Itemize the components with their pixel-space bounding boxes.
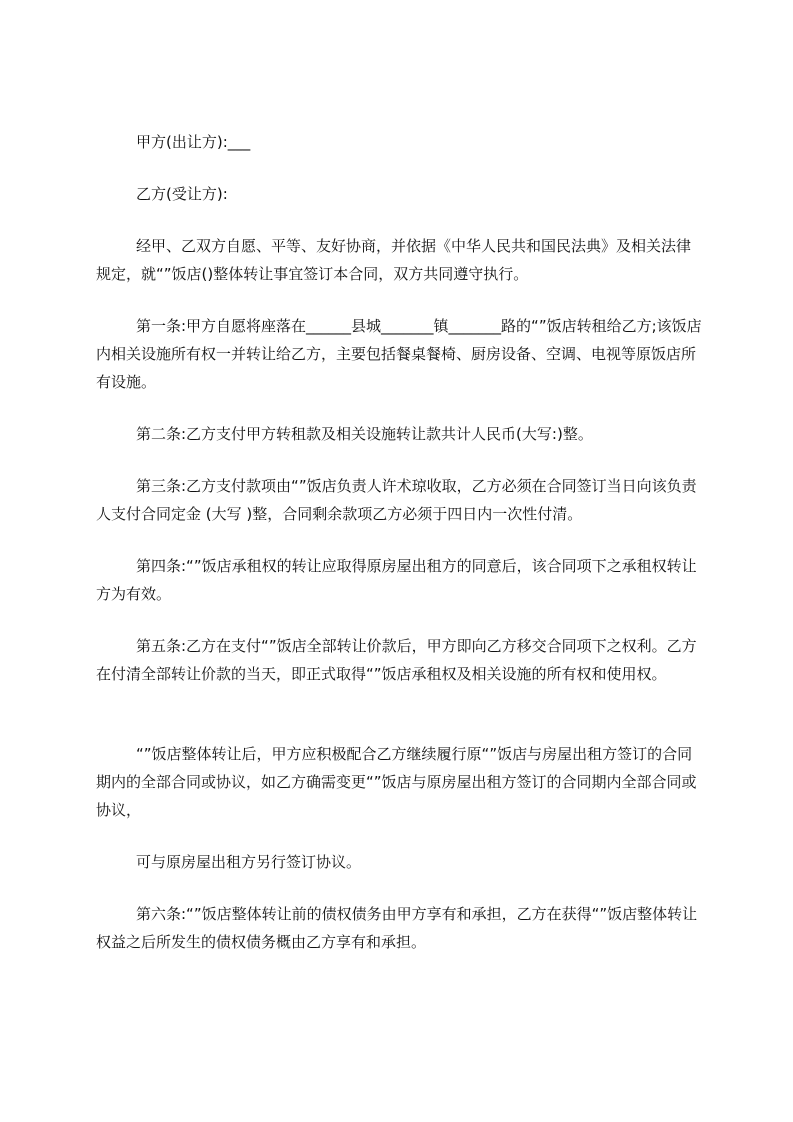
article-2-paragraph: 第二条:乙方支付甲方转租款及相关设施转让款共计人民币(大写:)整。 bbox=[136, 425, 593, 443]
article-3-paragraph: 第三条:乙方支付款项由“”饭店负责人许术琼收取，乙方必须在合同签订当日向该负责人支付合同定金 (大写 )整，合同剩余款项乙方必须于四日内一次性付清。 bbox=[96, 477, 697, 523]
article-5-paragraph: 第五条:乙方在支付“”饭店全部转让价款后，甲方即向乙方移交合同项下之权利。乙方在付清全部转让价款的当天，即正式取得“”饭店承租权及相关设施的所有权和使用权。 bbox=[96, 637, 697, 683]
article-4-paragraph: 第四条:“”饭店承租权的转让应取得原房屋出租方的同意后，该合同项下之承租权转让方为有效。 bbox=[96, 557, 697, 603]
article-1-paragraph: 第一条:甲方自愿将座落在______县城_______镇_______路的“”饭店转租给乙方;该饭店内相关设施所有权一并转让给乙方，主要包括餐桌餐椅、厨房设备、空调、电视等原饭店所有设施。 bbox=[96, 317, 702, 391]
transfer-paragraph: “”饭店整体转让后，甲方应积极配合乙方继续履行原“”饭店与房屋出租方签订的合同期内的全部合同或协议，如乙方确需变更“”饭店与原房屋出租方签订的合同期内全部合同或协议， bbox=[96, 745, 697, 819]
preamble-paragraph: 经甲、乙双方自愿、平等、友好协商，并依据《中华人民共和国民法典》及相关法律规定，就“”饭店()整体转让事宜签订本合同，双方共同遵守执行。 bbox=[96, 237, 692, 283]
party-a-line: 甲方(出让方):___ bbox=[136, 133, 251, 151]
party-b-line: 乙方(受让方): bbox=[136, 185, 228, 203]
article-6-paragraph: 第六条:“”饭店整体转让前的债权债务由甲方享有和承担，乙方在获得“”饭店整体转让权益之后所发生的债权债务概由乙方享有和承担。 bbox=[96, 905, 698, 951]
separate-agreement-paragraph: 可与原房屋出租方另行签订协议。 bbox=[136, 853, 362, 871]
